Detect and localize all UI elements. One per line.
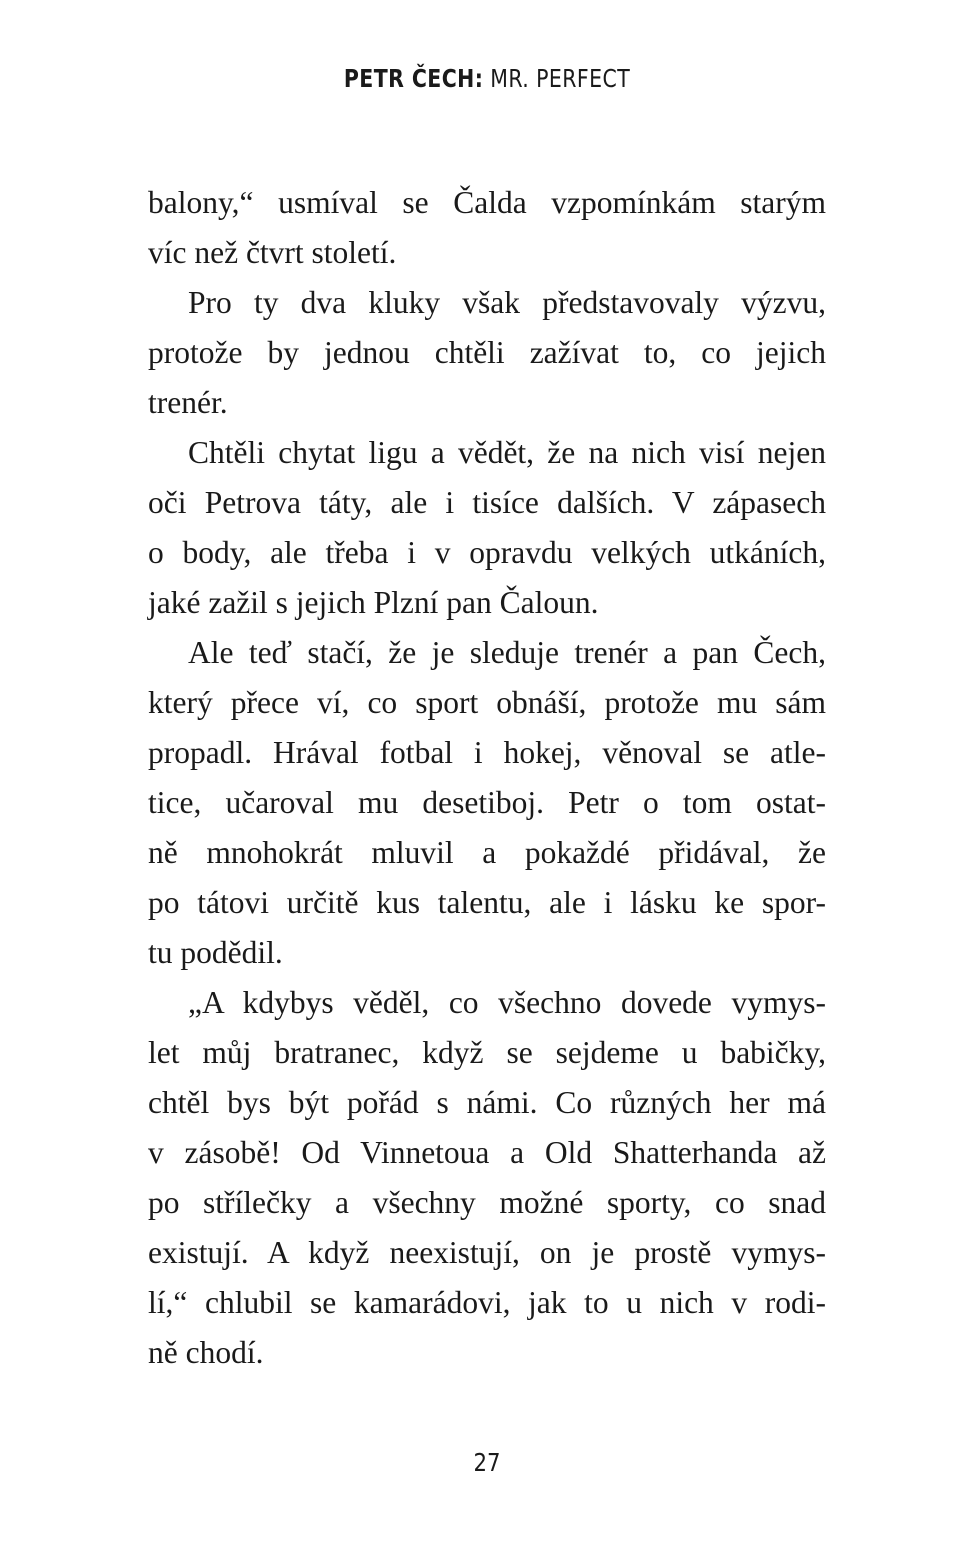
paragraph (148, 278, 826, 428)
text-line: chtěl bys být pořád s námi. Co různých her má (148, 1085, 826, 1120)
text-line: protože by jednou chtěli zažívat to, co jejich (148, 335, 826, 370)
paragraph (148, 628, 826, 978)
text-line: lí,“ chlubil se kamarádovi, jak to u nich v rodi- (148, 1285, 826, 1320)
text-line: víc než čtvrt století. (148, 235, 397, 270)
text-line: existují. A když neexistují, on je prostě vymys- (148, 1235, 826, 1270)
text-line: jaké zažil s jejich Plzní pan Čaloun. (148, 585, 599, 620)
text-line: který přece ví, co sport obnáší, protože mu sám (148, 685, 826, 720)
text-line: Pro ty dva kluky však představovaly výzvu, (188, 285, 826, 320)
paragraph (148, 978, 826, 1378)
text-line: oči Petrova táty, ale i tisíce dalších. V zápasech (148, 485, 826, 520)
text-line: v zásobě! Od Vinnetoua a Old Shatterhanda až (148, 1135, 826, 1170)
text-line: po tátovi určitě kus talentu, ale i lásku ke spor- (148, 885, 826, 920)
text-line: ně mnohokrát mluvil a pokaždé přidával, že (148, 835, 826, 870)
paragraph (148, 178, 826, 278)
text-line: „A kdybys věděl, co všechno dovede vymys- (188, 985, 826, 1020)
running-head-title: MR. PERFECT (490, 64, 631, 93)
text-line: trenér. (148, 385, 228, 420)
text-line: po střílečky a všechny možné sporty, co snad (148, 1185, 826, 1220)
body-text (148, 178, 826, 1378)
page-number: 27 (473, 1448, 501, 1477)
running-head (88, 64, 887, 93)
text-line: Ale teď stačí, že je sleduje trenér a pan Čech, (188, 635, 826, 670)
text-line: let můj bratranec, když se sejdeme u babičky, (148, 1035, 826, 1070)
text-line: balony,“ usmíval se Čalda vzpomínkám starým (148, 185, 826, 220)
running-head-author: PETR ČECH: (343, 64, 484, 93)
text-line: tu podědil. (148, 935, 283, 970)
text-line: propadl. Hrával fotbal i hokej, věnoval se atle- (148, 735, 826, 770)
text-line: ně chodí. (148, 1335, 264, 1370)
text-line: tice, učaroval mu desetiboj. Petr o tom ostat- (148, 785, 826, 820)
text-line: o body, ale třeba i v opravdu velkých utkáních, (148, 535, 826, 570)
paragraph (148, 428, 826, 628)
text-line: Chtěli chytat ligu a vědět, že na nich visí nejen (188, 435, 826, 470)
